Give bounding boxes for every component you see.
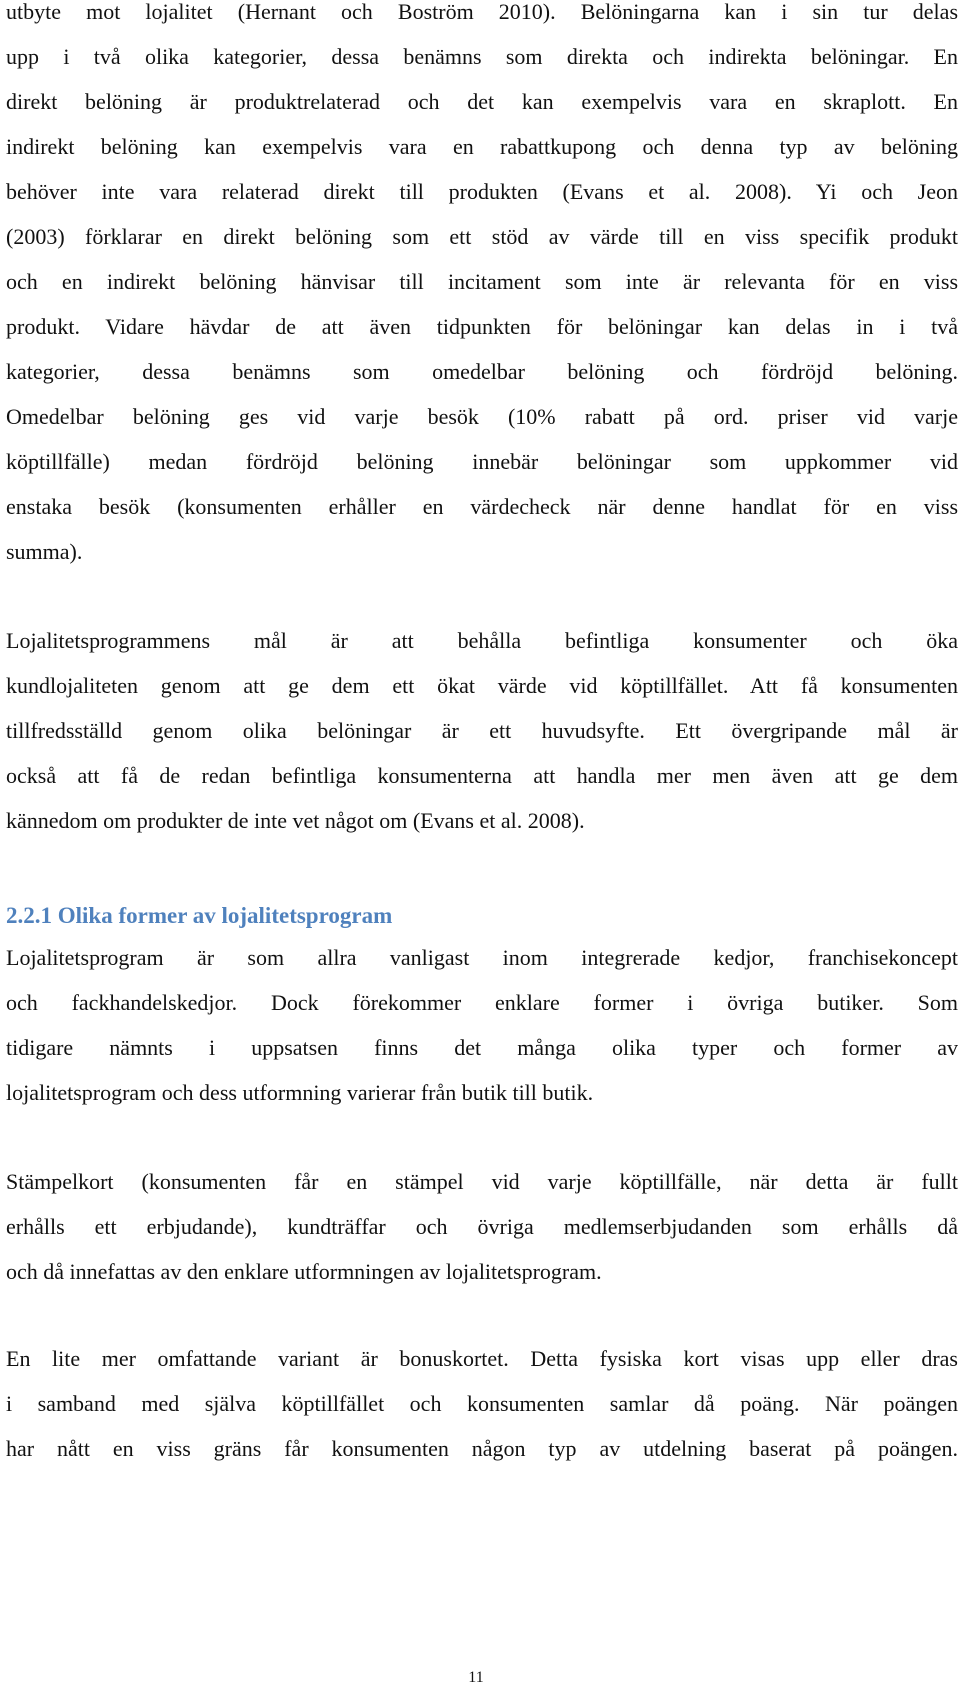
text-line: köptillfälle) medan fördröjd belöning innebär belöningar som uppkommer vid (6, 449, 958, 474)
text-line: direkt belöning är produktrelaterad och det kan exempelvis vara en skraplott. En (6, 89, 958, 114)
text-line: lojalitetsprogram och dess utformning varierar från butik till butik. (6, 1080, 594, 1105)
text-line: Omedelbar belöning ges vid varje besök (10% rabatt på ord. priser vid varje (6, 404, 958, 429)
text-line: summa). (6, 539, 83, 564)
text-line: upp i två olika kategorier, dessa benämns som direkta och indirekta belöningar. En (6, 44, 958, 69)
text-line: kategorier, dessa benämns som omedelbar belöning och fördröjd belöning. (6, 359, 958, 384)
text-line: Stämpelkort (konsumenten får en stämpel vid varje köptillfälle, när detta är fullt (6, 1169, 958, 1194)
section-heading: 2.2.1 Olika former av lojalitetsprogram (6, 903, 393, 928)
page-number: 11 (468, 1669, 484, 1686)
text-line: tidigare nämnts i uppsatsen finns det många olika typer och former av (6, 1035, 958, 1060)
text-line: (2003) förklarar en direkt belöning som ett stöd av värde till en viss specifik produkt (6, 224, 958, 249)
text-line: har nått en viss gräns får konsumenten någon typ av utdelning baserat på poängen. (6, 1436, 958, 1461)
text-line: utbyte mot lojalitet (Hernant och Boström 2010). Belöningarna kan i sin tur delas (6, 0, 958, 24)
text-line: Lojalitetsprogrammens mål är att behålla befintliga konsumenter och öka (6, 628, 958, 653)
text-line: enstaka besök (konsumenten erhåller en värdecheck när denne handlat för en viss (6, 494, 958, 519)
text-line: också att få de redan befintliga konsumenterna att handla mer men även att ge dem (6, 763, 958, 788)
text-line: och en indirekt belöning hänvisar till incitament som inte är relevanta för en viss (6, 269, 958, 294)
text-line: produkt. Vidare hävdar de att även tidpunkten för belöningar kan delas in i två (6, 314, 958, 339)
text-line: i samband med själva köptillfället och konsumenten samlar då poäng. När poängen (6, 1391, 958, 1416)
text-line: behöver inte vara relaterad direkt till produkten (Evans et al. 2008). Yi och Jeon (6, 179, 958, 204)
text-line: indirekt belöning kan exempelvis vara en rabattkupong och denna typ av belöning (6, 134, 958, 159)
text-line: kännedom om produkter de inte vet något om (Evans et al. 2008). (6, 808, 585, 833)
text-line: erhålls ett erbjudande), kundträffar och övriga medlemserbjudanden som erhålls då (6, 1214, 958, 1239)
text-line: En lite mer omfattande variant är bonuskortet. Detta fysiska kort visas upp eller dras (6, 1346, 958, 1371)
text-line: och fackhandelskedjor. Dock förekommer enklare former i övriga butiker. Som (6, 990, 958, 1015)
text-line: och då innefattas av den enklare utformningen av lojalitetsprogram. (6, 1259, 602, 1284)
text-line: tillfredsställd genom olika belöningar är ett huvudsyfte. Ett övergripande mål är (6, 718, 958, 743)
text-line: kundlojaliteten genom att ge dem ett ökat värde vid köptillfället. Att få konsumenten (6, 673, 958, 698)
text-line: Lojalitetsprogram är som allra vanligast inom integrerade kedjor, franchisekoncept (6, 945, 958, 970)
